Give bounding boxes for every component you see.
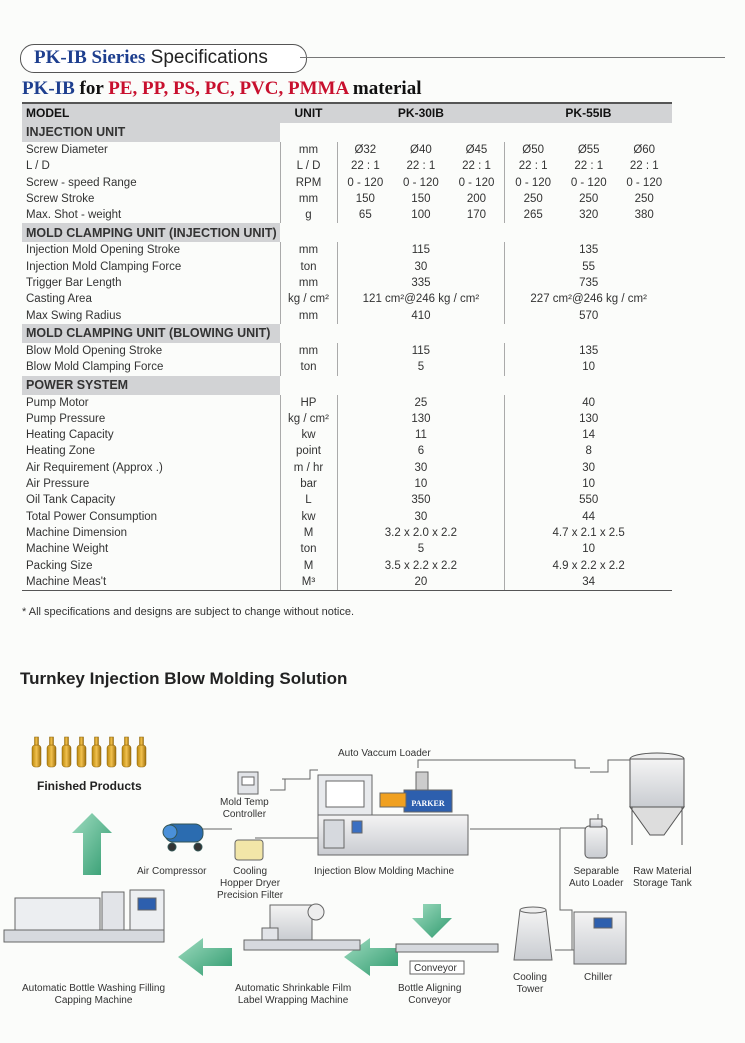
section-title: POWER SYSTEM [22,376,280,395]
table-row [22,509,672,525]
row-value: 265 [505,207,561,223]
table-row [22,525,672,541]
row-value: 0 - 120 [402,176,439,189]
row-unit: RPM [280,175,337,191]
row-value-pk55ib: 10 [505,476,672,492]
hopper-dryer-icon [235,840,263,860]
row-unit: HP [280,395,337,411]
section-title: MOLD CLAMPING UNIT (BLOWING UNIT) [22,324,280,343]
material-subtitle [22,78,421,100]
parker-brand: PARKER [411,799,445,808]
injection-blow-machine-icon [318,772,468,855]
row-unit: kw [280,427,337,443]
auto-loader-icon [585,819,607,858]
row-unit: M [280,558,337,574]
label-separable-loader: Separable Auto Loader [569,866,624,889]
row-label: Heating Capacity [26,429,114,442]
row-value-pk55ib: 4.7 x 2.1 x 2.5 [505,525,672,541]
section-clamp-blowing [22,324,672,343]
row-value: 320 [579,209,599,222]
row-unit: mm [280,343,337,359]
row-value: 250 [579,192,599,205]
row-label: Machine Meas't [22,574,280,591]
row-unit: mm [280,142,337,158]
spec-table [22,102,672,591]
label-cooling-dryer: Cooling Hopper Dryer Precision Filter [217,866,284,901]
row-unit: mm [280,275,337,291]
label-air-compressor: Air Compressor [137,866,207,877]
section-power-system [22,376,672,395]
row-value-pk30ib: 410 [411,309,431,322]
col-unit: UNIT [280,103,337,123]
row-label: Screw Diameter [26,144,108,156]
table-row [22,259,672,275]
table-row [22,443,672,459]
row-value: 200 [466,192,487,205]
row-unit: M³ [280,574,337,591]
row-value-pk55ib: 30 [505,460,672,476]
row-value-pk30ib: 20 [337,574,505,591]
turnkey-title: Turnkey Injection Blow Molding Solution [20,669,348,688]
row-label: Trigger Bar Length [26,277,122,290]
row-value-pk55ib: 130 [505,411,672,427]
table-row [22,191,672,207]
row-value-pk30ib: 30 [414,461,428,474]
table-row [22,359,672,375]
row-label: Pump Motor [26,396,89,409]
storage-tank-icon [630,753,684,845]
arrow-up-icon [72,813,112,875]
arrow-left-icon [178,938,232,976]
table-row [22,574,672,591]
row-value-pk30ib: 5 [417,361,425,374]
section-title: MOLD CLAMPING UNIT (INJECTION UNIT) [22,223,280,242]
header-rule [300,57,725,58]
disclaimer-note: * All specifications and designs are subject to change without notice. [22,606,355,618]
table-row [22,476,672,492]
row-value: 150 [355,192,375,205]
row-label: Blow Mold Opening Stroke [26,344,163,357]
row-value-pk55ib: 40 [505,395,672,411]
row-value: 250 [505,191,561,207]
label-bottle-washing: Automatic Bottle Washing Filling Capping Machine [22,983,166,1006]
label-shrink-wrap: Automatic Shrinkable Film Label Wrapping Machine [235,983,352,1006]
row-value-pk30ib: 6 [417,445,425,458]
row-value: 22 : 1 [505,158,561,174]
row-value-pk55ib: 10 [505,541,672,557]
row-value: 0 - 120 [570,176,607,189]
row-value-pk55ib: 135 [505,242,672,258]
row-value-pk55ib: 34 [505,574,672,591]
label-mold-temp: Mold Temp Controller [220,797,269,820]
table-row [22,175,672,191]
label-cooling-tower: Cooling Tower [513,972,547,995]
row-value: 22 : 1 [462,160,491,173]
row-value-pk55ib: 10 [505,359,672,375]
row-unit: L [280,492,337,508]
row-value: 65 [358,209,372,222]
row-label: Max. Shot - weight [26,209,122,222]
row-unit: L / D [280,158,337,174]
col-pk55ib: PK-55IB [505,103,672,123]
row-label: Air Requirement (Approx .) [26,461,163,474]
row-value-pk30ib: 130 [411,412,431,425]
bottle-washing-machine-icon [4,890,164,942]
row-label: Heating Zone [26,445,96,458]
row-unit: g [280,207,337,223]
row-value-pk30ib: 350 [411,494,431,507]
row-label: Screw Stroke [26,192,95,205]
row-label: Oil Tank Capacity [26,494,116,507]
arrow-down-icon [412,904,452,938]
row-label: Injection Mold Opening Stroke [26,244,181,257]
row-unit: mm [280,242,337,258]
label-conveyor: Conveyor [414,963,457,974]
row-value-pk55ib: 14 [505,427,672,443]
finished-bottles-icon [32,737,146,767]
row-unit: mm [280,308,337,324]
row-label: Packing Size [26,559,93,572]
row-value-pk55ib: 135 [505,343,672,359]
table-row [22,242,672,258]
table-row [22,275,672,291]
row-value-pk30ib: 121 cm²@246 kg / cm² [362,293,480,306]
row-unit: ton [280,541,337,557]
row-unit: mm [280,191,337,207]
table-row [22,343,672,359]
row-value-pk55ib: 55 [505,259,672,275]
subtitle-materials: PE, PP, PS, PC, PVC, PMMA [108,78,349,99]
row-label: Air Pressure [26,478,90,491]
table-row [22,427,672,443]
table-row [22,541,672,557]
row-value: Ø50 [505,142,561,158]
table-row [22,411,672,427]
row-value-pk30ib: 5 [417,543,425,556]
row-unit: kw [280,509,337,525]
row-value: 250 [634,192,654,205]
row-value: Ø55 [577,144,600,156]
table-row [22,158,672,174]
table-row [22,308,672,324]
row-label: Injection Mold Clamping Force [26,260,182,273]
section-title: INJECTION UNIT [22,123,280,142]
row-value-pk30ib: 335 [411,277,431,290]
row-label: L / D [26,160,50,173]
row-value: 22 : 1 [350,160,380,173]
row-value: 22 : 1 [406,160,436,173]
subtitle-model: PK-IB [22,78,75,99]
subtitle-material-word: material [352,78,422,99]
title-rest: Specifications [150,47,268,68]
row-value-pk55ib: 735 [505,275,672,291]
row-value: 0 - 120 [458,176,495,189]
chiller-icon [574,912,626,964]
row-value-pk30ib: 30 [414,510,428,523]
label-raw-material: Raw Material Storage Tank [633,866,692,889]
row-value-pk30ib: 25 [414,396,428,409]
row-value-pk55ib: 550 [505,492,672,508]
table-row [22,558,672,574]
row-unit: ton [280,359,337,375]
row-label: Blow Mold Clamping Force [26,361,164,374]
page-title [34,47,268,69]
row-value-pk30ib: 115 [411,244,431,257]
row-label: Screw - speed Range [26,176,137,189]
row-unit: bar [280,476,337,492]
row-value: 22 : 1 [629,160,659,173]
row-value: 380 [634,209,654,222]
row-value-pk55ib: 4.9 x 2.2 x 2.2 [505,558,672,574]
row-value-pk30ib: 11 [414,429,427,442]
row-value-pk30ib: 30 [414,260,428,273]
title-series: PK-IB Sieries [34,47,146,68]
label-finished-products: Finished Products [37,779,142,793]
label-vaccum-loader: Auto Vaccum Loader [338,748,431,759]
table-row [22,460,672,476]
row-unit: point [280,443,337,459]
row-value-pk30ib: 10 [414,478,428,491]
row-unit: M [280,525,337,541]
label-ibm-machine: Injection Blow Molding Machine [314,866,455,877]
row-unit: ton [280,259,337,275]
row-value: Ø45 [465,144,488,156]
row-value: 0 - 120 [347,176,384,189]
row-value: 0 - 120 [626,176,663,189]
row-unit: kg / cm² [280,291,337,307]
section-clamp-injection [22,223,672,242]
row-value-pk30ib: 3.5 x 2.2 x 2.2 [384,559,458,572]
row-label: Total Power Consumption [26,510,158,523]
row-value: 22 : 1 [574,160,604,173]
mold-temp-controller-icon [238,772,258,794]
table-header-row [22,103,672,123]
col-pk30ib: PK-30IB [337,103,505,123]
row-unit: kg / cm² [280,411,337,427]
row-value-pk55ib: 227 cm²@246 kg / cm² [505,291,672,307]
label-bottle-aligning: Bottle Aligning Conveyor [398,983,462,1006]
row-value: Ø60 [633,144,656,156]
table-row [22,291,672,307]
table-row [22,395,672,411]
label-chiller: Chiller [584,972,613,983]
row-label: Max Swing Radius [26,309,122,322]
subtitle-for: for [79,78,104,99]
row-value-pk30ib: 3.2 x 2.0 x 2.2 [384,526,458,539]
row-label: Machine Weight [26,543,109,556]
table-row [22,492,672,508]
section-injection-unit [22,123,672,142]
row-value: 150 [411,192,431,205]
cooling-tower-icon [514,907,552,960]
row-unit: m / hr [280,460,337,476]
row-value-pk55ib: 570 [505,308,672,324]
row-label: Machine Dimension [26,526,127,539]
row-value: 0 - 120 [505,175,561,191]
col-model: MODEL [22,103,280,123]
row-value: Ø40 [410,144,432,156]
row-value-pk30ib: 115 [411,344,431,357]
table-row [22,142,672,158]
air-compressor-icon [163,824,203,851]
row-label: Pump Pressure [26,412,106,425]
row-value: 100 [411,209,431,222]
row-value: 170 [466,209,487,222]
row-value-pk55ib: 44 [505,509,672,525]
row-value: Ø32 [354,144,377,156]
table-row [22,207,672,223]
shrink-wrap-machine-icon [244,904,360,950]
row-value-pk55ib: 8 [505,443,672,459]
row-label: Casting Area [26,293,92,306]
